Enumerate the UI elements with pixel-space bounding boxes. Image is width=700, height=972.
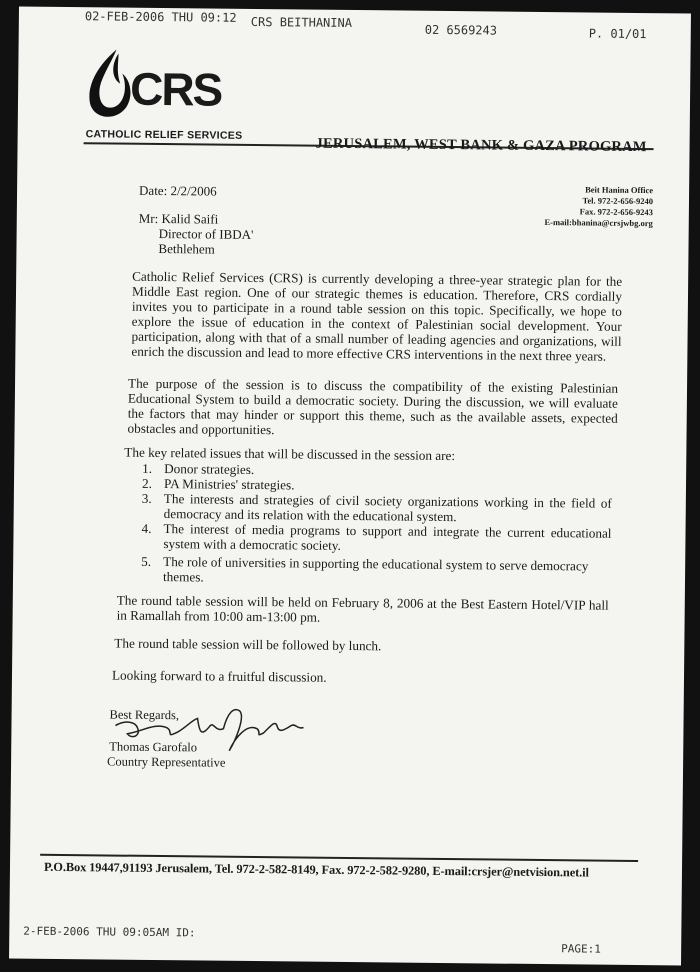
signer-title: Country Representative <box>107 754 226 770</box>
crs-logo-text: CRS <box>129 62 222 116</box>
fax-footer-page: PAGE:1 <box>561 942 601 956</box>
office-fax: Fax. 972-2-656-9243 <box>579 206 653 218</box>
issue-text: Donor strategies. <box>164 461 255 477</box>
closing-salutation: Best Regards, <box>109 707 180 723</box>
signer-name: Thomas Garofalo <box>109 739 198 755</box>
recipient-block <box>138 211 253 257</box>
letter-date: Date: 2/2/2006 <box>139 182 217 199</box>
fax-page-number: P. 01/01 <box>588 26 647 42</box>
list-item: 5. The role of universities in supporting the educational system to serve democracy themes. <box>141 553 589 585</box>
paragraph-purpose: The purpose of the session is to discuss the compatibility of the existing Palestinian Educational System to build a democratic society. During the discussion, we will evaluate the factors that may hinder or support this theme, such as the available assets, expected obstacles and opportunities. <box>127 375 619 438</box>
recipient-city: Bethlehem <box>158 240 215 257</box>
office-email: E-mail:bhanina@crsjwbg.org <box>544 217 653 229</box>
recipient-title: Director of IBDA' <box>158 225 254 242</box>
org-name: CATHOLIC RELIEF SERVICES <box>85 128 243 142</box>
fax-received-stamp: 2-FEB-2006 THU 09:05AM ID: <box>23 924 196 940</box>
office-name: Beit Hanina Office <box>585 184 654 196</box>
issues-intro: The key related issues that will be discussed in the session are: <box>124 444 456 464</box>
issue-text: The interests and strategies of civil society organizations working in the field of democracy and its relation with the educational system. <box>163 491 612 525</box>
list-item: 1. Donor strategies. <box>142 460 255 477</box>
letter-page <box>9 7 691 966</box>
issue-text: The role of universities in supporting the educational system to serve democracy themes. <box>162 554 589 585</box>
issues-list <box>121 461 612 589</box>
fax-date-time: 02-FEB-2006 THU 09:12 <box>84 9 237 25</box>
program-title: JERUSALEM, WEST BANK & GAZA PROGRAM <box>315 135 647 156</box>
fax-phone: 02 6569243 <box>424 22 498 38</box>
recipient-name: Mr: Kalid Saifi <box>138 210 219 227</box>
paragraph-intro: Catholic Relief Services (CRS) is currently developing a three-year strategic plan for the Middle East region. One of our strategic themes is education. Therefore, CRS cordially invites you to participate in a round table session on this topic. Specifically, we hope to explore the issue of education in the context of Palestinian social development. Your participation, along with that of a small number of leading agencies and organizations, will enrich the discussion and lead to more effective CRS interventions in the next three years. <box>131 268 623 364</box>
footer-address: P.O.Box 19447,91193 Jerusalem, Tel. 972-2-582-8149, Fax. 972-2-582-9280, E-mail:crsjer@netvision.net.il <box>43 859 589 880</box>
paragraph-session-details: The round table session will be held on February 8, 2006 at the Best Eastern Hotel/VIP hall in Ramallah from 10:00 am-13:00 pm. <box>116 592 609 625</box>
fax-sender: CRS BEITHANINA <box>250 14 353 30</box>
issue-text: PA Ministries' strategies. <box>163 476 295 493</box>
paragraph-lunch: The round table session will be followed by lunch. <box>114 635 382 654</box>
list-item: 4. The interest of media programs to support and integrate the current educational system with a democratic society. <box>141 520 612 553</box>
list-item: 2. PA Ministries' strategies. <box>141 475 295 493</box>
office-tel: Tel. 972-2-656-9240 <box>582 195 654 207</box>
office-contact-block <box>544 184 653 229</box>
paragraph-closing-line: Looking forward to a fruitful discussion. <box>111 667 327 685</box>
list-item: 3. The interests and strategies of civil society organizations working in the field of democracy and its relation with the educational system. <box>141 490 612 525</box>
issue-text: The interest of media programs to support and integrate the current educational system with a democratic society. <box>163 521 612 553</box>
